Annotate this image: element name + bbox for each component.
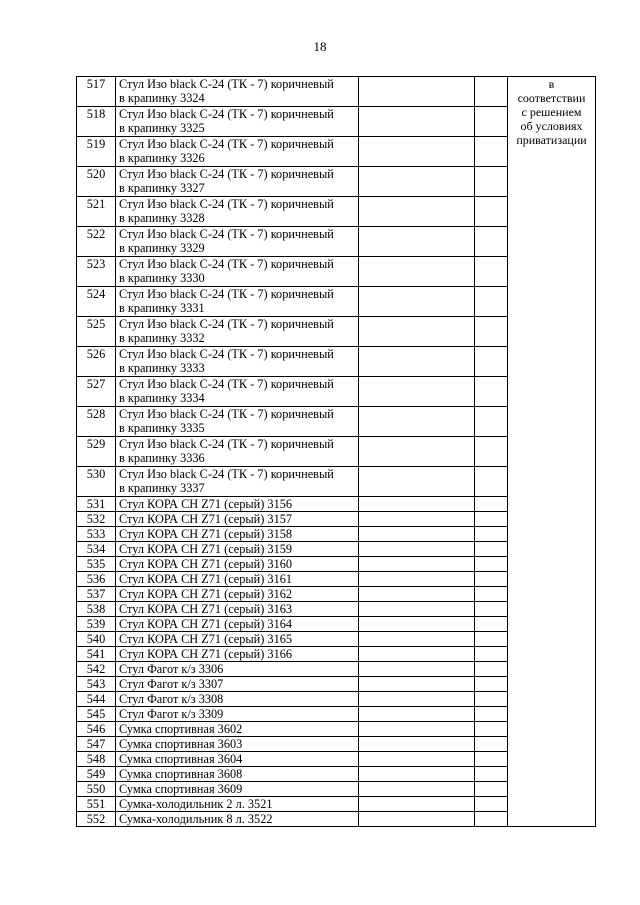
- item-name-line: в крапинку 3324: [119, 91, 205, 105]
- empty-cell: [359, 737, 475, 752]
- item-name: [116, 587, 359, 602]
- row-number: 550: [77, 782, 116, 797]
- row-number: 539: [77, 617, 116, 632]
- row-number: 552: [77, 812, 116, 827]
- empty-cell: [475, 512, 508, 527]
- empty-cell: [475, 632, 508, 647]
- row-number: 519: [77, 137, 116, 167]
- empty-cell: [475, 167, 508, 197]
- item-name: [116, 137, 359, 167]
- item-name: [116, 812, 359, 827]
- item-name-line: Стул Изо black C-24 (ТК - 7) коричневый: [119, 317, 334, 331]
- empty-cell: [475, 662, 508, 677]
- empty-cell: [359, 512, 475, 527]
- item-name: [116, 437, 359, 467]
- empty-cell: [359, 662, 475, 677]
- item-name-line: Сумка спортивная 3604: [119, 752, 243, 766]
- row-number: 541: [77, 647, 116, 662]
- empty-cell: [359, 497, 475, 512]
- empty-cell: [359, 707, 475, 722]
- item-name: [116, 572, 359, 587]
- item-name: [116, 692, 359, 707]
- item-name: [116, 782, 359, 797]
- item-name-line: Стул Изо black C-24 (ТК - 7) коричневый: [119, 437, 334, 451]
- privatization-note-line: в: [548, 77, 555, 91]
- item-name-line: в крапинку 3330: [119, 271, 205, 285]
- item-name: [116, 632, 359, 647]
- row-number: 528: [77, 407, 116, 437]
- item-name: [116, 77, 359, 107]
- row-number: 530: [77, 467, 116, 497]
- item-name: [116, 107, 359, 137]
- row-number: 536: [77, 572, 116, 587]
- empty-cell: [359, 572, 475, 587]
- empty-cell: [475, 767, 508, 782]
- item-name-line: Стул Изо black C-24 (ТК - 7) коричневый: [119, 167, 334, 181]
- privatization-note-line: приватизации: [516, 133, 587, 147]
- item-name: [116, 737, 359, 752]
- item-name-line: в крапинку 3331: [119, 301, 205, 315]
- item-name-line: Стул Изо black C-24 (ТК - 7) коричневый: [119, 407, 334, 421]
- empty-cell: [359, 542, 475, 557]
- empty-cell: [475, 347, 508, 377]
- empty-cell: [475, 467, 508, 497]
- row-number: 517: [77, 77, 116, 107]
- item-name: [116, 377, 359, 407]
- item-name-line: в крапинку 3333: [119, 361, 205, 375]
- empty-cell: [359, 797, 475, 812]
- row-number: 531: [77, 497, 116, 512]
- empty-cell: [475, 437, 508, 467]
- item-name-line: Стул Изо black C-24 (ТК - 7) коричневый: [119, 197, 334, 211]
- item-name-line: Стул КОРА CH Z71 (серый) 3156: [119, 497, 293, 511]
- item-name-line: Стул КОРА CH Z71 (серый) 3160: [119, 557, 293, 571]
- empty-cell: [475, 542, 508, 557]
- empty-cell: [359, 287, 475, 317]
- item-name-line: в крапинку 3337: [119, 481, 205, 495]
- item-name: [116, 287, 359, 317]
- item-name-line: Стул КОРА CH Z71 (серый) 3161: [119, 572, 293, 586]
- item-name-line: в крапинку 3326: [119, 151, 205, 165]
- row-number: 524: [77, 287, 116, 317]
- item-name: [116, 347, 359, 377]
- empty-cell: [475, 722, 508, 737]
- empty-cell: [359, 602, 475, 617]
- empty-cell: [475, 287, 508, 317]
- row-number: 551: [77, 797, 116, 812]
- item-name: [116, 557, 359, 572]
- item-name: [116, 257, 359, 287]
- empty-cell: [359, 467, 475, 497]
- item-name: [116, 662, 359, 677]
- row-number: 527: [77, 377, 116, 407]
- item-name-line: Стул КОРА CH Z71 (серый) 3159: [119, 542, 293, 556]
- item-name-line: Стул КОРА CH Z71 (серый) 3165: [119, 632, 293, 646]
- item-name: [116, 167, 359, 197]
- empty-cell: [475, 77, 508, 107]
- empty-cell: [359, 587, 475, 602]
- empty-cell: [475, 782, 508, 797]
- row-number: 533: [77, 527, 116, 542]
- item-name-line: Стул Изо black C-24 (ТК - 7) коричневый: [119, 347, 334, 361]
- row-number: 529: [77, 437, 116, 467]
- item-name: [116, 647, 359, 662]
- empty-cell: [475, 677, 508, 692]
- row-number: 526: [77, 347, 116, 377]
- item-name: [116, 677, 359, 692]
- item-name: [116, 407, 359, 437]
- empty-cell: [359, 77, 475, 107]
- item-name-line: Стул КОРА CH Z71 (серый) 3166: [119, 647, 293, 661]
- item-name: [116, 197, 359, 227]
- item-name: [116, 542, 359, 557]
- item-name-line: в крапинку 3328: [119, 211, 205, 225]
- empty-cell: [475, 617, 508, 632]
- item-name-line: в крапинку 3334: [119, 391, 205, 405]
- row-number: 523: [77, 257, 116, 287]
- empty-cell: [475, 752, 508, 767]
- item-name: [116, 527, 359, 542]
- item-name: [116, 797, 359, 812]
- row-number: 535: [77, 557, 116, 572]
- empty-cell: [475, 587, 508, 602]
- item-name: [116, 602, 359, 617]
- item-name-line: в крапинку 3336: [119, 451, 205, 465]
- item-name: [116, 617, 359, 632]
- privatization-note-line: соответствии: [517, 91, 586, 105]
- inventory-table: [76, 76, 596, 827]
- empty-cell: [359, 617, 475, 632]
- item-name-line: Сумка спортивная 3608: [119, 767, 243, 781]
- empty-cell: [359, 167, 475, 197]
- empty-cell: [475, 227, 508, 257]
- row-number: 537: [77, 587, 116, 602]
- item-name-line: Стул Изо black C-24 (ТК - 7) коричневый: [119, 287, 334, 301]
- item-name-line: Стул Фагот к/з 3309: [119, 707, 224, 721]
- row-number: 540: [77, 632, 116, 647]
- item-name-line: Сумка-холодильник 2 л. 3521: [119, 797, 273, 811]
- row-number: 534: [77, 542, 116, 557]
- empty-cell: [475, 107, 508, 137]
- empty-cell: [359, 347, 475, 377]
- item-name-line: Стул Изо black C-24 (ТК - 7) коричневый: [119, 107, 334, 121]
- empty-cell: [359, 227, 475, 257]
- row-number: 538: [77, 602, 116, 617]
- empty-cell: [359, 722, 475, 737]
- item-name: [116, 707, 359, 722]
- item-name-line: Сумка спортивная 3602: [119, 722, 243, 736]
- empty-cell: [475, 647, 508, 662]
- privatization-note-line: об условиях: [520, 119, 583, 133]
- inventory-table-body: [77, 77, 596, 827]
- empty-cell: [359, 557, 475, 572]
- row-number: 520: [77, 167, 116, 197]
- item-name-line: в крапинку 3332: [119, 331, 205, 345]
- item-name: [116, 512, 359, 527]
- empty-cell: [475, 572, 508, 587]
- item-name-line: Стул Изо black C-24 (ТК - 7) коричневый: [119, 377, 334, 391]
- row-number: 521: [77, 197, 116, 227]
- empty-cell: [475, 557, 508, 572]
- empty-cell: [359, 257, 475, 287]
- item-name-line: Сумка спортивная 3603: [119, 737, 243, 751]
- empty-cell: [475, 197, 508, 227]
- empty-cell: [359, 782, 475, 797]
- empty-cell: [475, 707, 508, 722]
- empty-cell: [359, 197, 475, 227]
- row-number: 532: [77, 512, 116, 527]
- empty-cell: [359, 647, 475, 662]
- empty-cell: [475, 137, 508, 167]
- item-name-line: Стул Изо black C-24 (ТК - 7) коричневый: [119, 467, 334, 481]
- item-name-line: Стул Изо black C-24 (ТК - 7) коричневый: [119, 137, 334, 151]
- empty-cell: [359, 137, 475, 167]
- empty-cell: [475, 812, 508, 827]
- item-name-line: Сумка спортивная 3609: [119, 782, 243, 796]
- empty-cell: [475, 692, 508, 707]
- empty-cell: [475, 737, 508, 752]
- item-name: [116, 752, 359, 767]
- empty-cell: [475, 257, 508, 287]
- empty-cell: [359, 692, 475, 707]
- empty-cell: [359, 812, 475, 827]
- item-name-line: Стул КОРА CH Z71 (серый) 3163: [119, 602, 293, 616]
- row-number: 522: [77, 227, 116, 257]
- item-name: [116, 317, 359, 347]
- item-name-line: Стул Изо black C-24 (ТК - 7) коричневый: [119, 227, 334, 241]
- item-name: [116, 722, 359, 737]
- item-name-line: Стул Изо black C-24 (ТК - 7) коричневый: [119, 257, 334, 271]
- empty-cell: [359, 527, 475, 542]
- empty-cell: [475, 602, 508, 617]
- empty-cell: [359, 107, 475, 137]
- row-number: 548: [77, 752, 116, 767]
- row-number: 518: [77, 107, 116, 137]
- item-name-line: Стул КОРА CH Z71 (серый) 3164: [119, 617, 293, 631]
- item-name-line: в крапинку 3335: [119, 421, 205, 435]
- empty-cell: [359, 317, 475, 347]
- empty-cell: [475, 317, 508, 347]
- empty-cell: [359, 407, 475, 437]
- row-number: 545: [77, 707, 116, 722]
- item-name-line: Стул Фагот к/з 3306: [119, 662, 224, 676]
- row-number: 542: [77, 662, 116, 677]
- item-name: [116, 767, 359, 782]
- privatization-note: [508, 77, 596, 827]
- empty-cell: [475, 407, 508, 437]
- empty-cell: [359, 377, 475, 407]
- item-name-line: Стул КОРА CH Z71 (серый) 3162: [119, 587, 293, 601]
- item-name: [116, 497, 359, 512]
- empty-cell: [359, 632, 475, 647]
- row-number: 525: [77, 317, 116, 347]
- item-name-line: в крапинку 3325: [119, 121, 205, 135]
- row-number: 546: [77, 722, 116, 737]
- row-number: 547: [77, 737, 116, 752]
- row-number: 549: [77, 767, 116, 782]
- table-row: [77, 77, 596, 107]
- item-name: [116, 227, 359, 257]
- privatization-note-line: с решением: [521, 105, 582, 119]
- empty-cell: [475, 377, 508, 407]
- item-name-line: Стул КОРА CH Z71 (серый) 3158: [119, 527, 293, 541]
- item-name-line: в крапинку 3329: [119, 241, 205, 255]
- item-name-line: Стул КОРА CH Z71 (серый) 3157: [119, 512, 293, 526]
- item-name-line: Сумка-холодильник 8 л. 3522: [119, 812, 273, 826]
- item-name: [116, 467, 359, 497]
- empty-cell: [475, 527, 508, 542]
- item-name-line: Стул Фагот к/з 3307: [119, 677, 224, 691]
- item-name-line: Стул Фагот к/з 3308: [119, 692, 224, 706]
- item-name-line: Стул Изо black C-24 (ТК - 7) коричневый: [119, 77, 334, 91]
- empty-cell: [359, 437, 475, 467]
- empty-cell: [475, 797, 508, 812]
- empty-cell: [359, 767, 475, 782]
- row-number: 543: [77, 677, 116, 692]
- page-number: 18: [313, 39, 327, 54]
- empty-cell: [359, 752, 475, 767]
- empty-cell: [359, 677, 475, 692]
- empty-cell: [475, 497, 508, 512]
- item-name-line: в крапинку 3327: [119, 181, 205, 195]
- row-number: 544: [77, 692, 116, 707]
